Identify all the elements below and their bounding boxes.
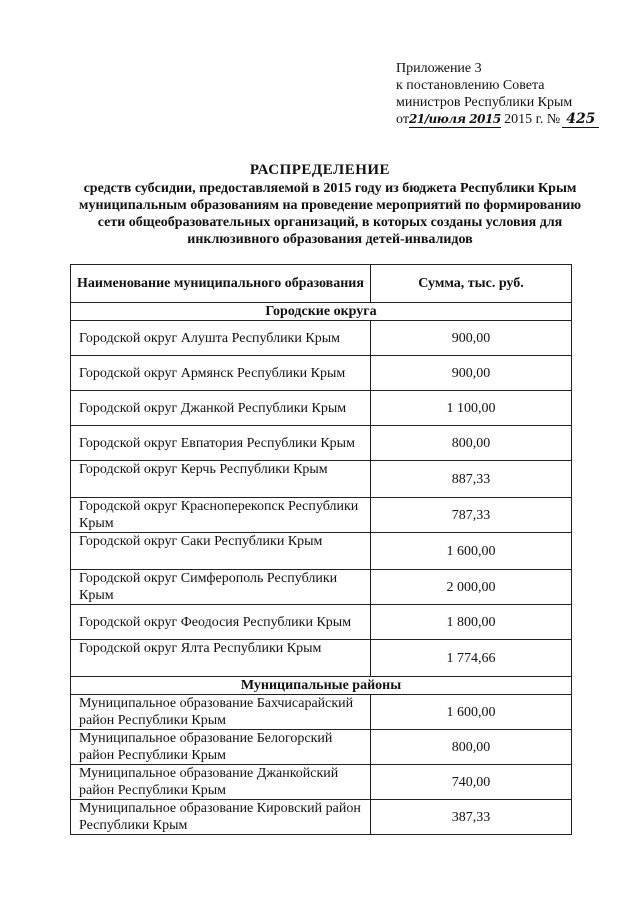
table-row [71, 461, 572, 498]
row-amount: 1 600,00 [371, 695, 572, 730]
row-name: Городской округ Красноперекопск Республики Крым [71, 498, 371, 533]
row-name: Городской округ Армянск Республики Крым [71, 356, 371, 391]
row-name: Городской округ Керчь Республики Крым [71, 461, 371, 498]
row-amount: 887,33 [371, 461, 572, 498]
table-row [71, 640, 572, 677]
row-name: Городской округ Алушта Республики Крым [71, 321, 371, 356]
section-row-city-districts [71, 303, 572, 321]
row-name: Муниципальное образование Кировский район Республики Крым [71, 800, 371, 835]
col-header-name: Наименование муниципального образования [71, 265, 371, 303]
table-row [71, 800, 572, 835]
table-row [71, 321, 572, 356]
row-amount: 1 774,66 [371, 640, 572, 677]
row-amount: 1 600,00 [371, 533, 572, 570]
row-name: Городской округ Феодосия Республики Крым [71, 605, 371, 640]
row-amount: 387,33 [371, 800, 572, 835]
table-row [71, 730, 572, 765]
row-amount: 800,00 [371, 730, 572, 765]
appendix-block [396, 60, 599, 128]
table-header-row [71, 265, 572, 303]
table-row [71, 533, 572, 570]
handwritten-number: 425 [562, 112, 599, 128]
row-amount: 1 800,00 [371, 605, 572, 640]
row-amount: 2 000,00 [371, 570, 572, 605]
appendix-date-line [396, 111, 599, 128]
col-header-amount: Сумма, тыс. руб. [371, 265, 572, 303]
row-name: Городской округ Евпатория Республики Крым [71, 426, 371, 461]
distribution-table [70, 264, 572, 835]
row-name: Муниципальное образование Белогорский район Республики Крым [71, 730, 371, 765]
table-row [71, 765, 572, 800]
date-prefix: от [396, 112, 409, 127]
document-subtitle: средств субсидии, предоставляемой в 2015 году из бюджета Республики Крым муниципальным образованиям на проведение мероприятий по формированию сети общеобразовательных организаций, в которых созданы условия для инклюзивного образования детей-инвалидов [78, 181, 582, 247]
table-row [71, 605, 572, 640]
table-row [71, 570, 572, 605]
appendix-line-3: министров Республики Крым [396, 95, 573, 110]
table-row [71, 426, 572, 461]
row-amount: 787,33 [371, 498, 572, 533]
row-name: Городской округ Саки Республики Крым [71, 533, 371, 570]
document-title: РАСПРЕДЕЛЕНИЕ [249, 162, 391, 178]
row-amount: 800,00 [371, 426, 572, 461]
row-amount: 900,00 [371, 356, 572, 391]
section-label: Муниципальные районы [71, 677, 572, 695]
appendix-line-1: Приложение 3 [396, 61, 482, 76]
row-name: Городской округ Симферополь Республики Крым [71, 570, 371, 605]
row-amount: 1 100,00 [371, 391, 572, 426]
table-row [71, 356, 572, 391]
table-row [71, 695, 572, 730]
table-row [71, 498, 572, 533]
table-row [71, 391, 572, 426]
section-label: Городские округа [71, 303, 572, 321]
handwritten-date: 21/июля 2015 [408, 112, 501, 126]
appendix-line-2: к постановлению Совета [396, 78, 545, 93]
row-amount: 740,00 [371, 765, 572, 800]
row-name: Муниципальное образование Джанкойский район Республики Крым [71, 765, 371, 800]
row-name: Городской округ Ялта Республики Крым [71, 640, 371, 677]
row-name: Муниципальное образование Бахчисарайский район Республики Крым [71, 695, 371, 730]
date-suffix: 2015 г. № [500, 112, 561, 127]
row-amount: 900,00 [371, 321, 572, 356]
row-name: Городской округ Джанкой Республики Крым [71, 391, 371, 426]
section-row-municipal-districts [71, 677, 572, 695]
